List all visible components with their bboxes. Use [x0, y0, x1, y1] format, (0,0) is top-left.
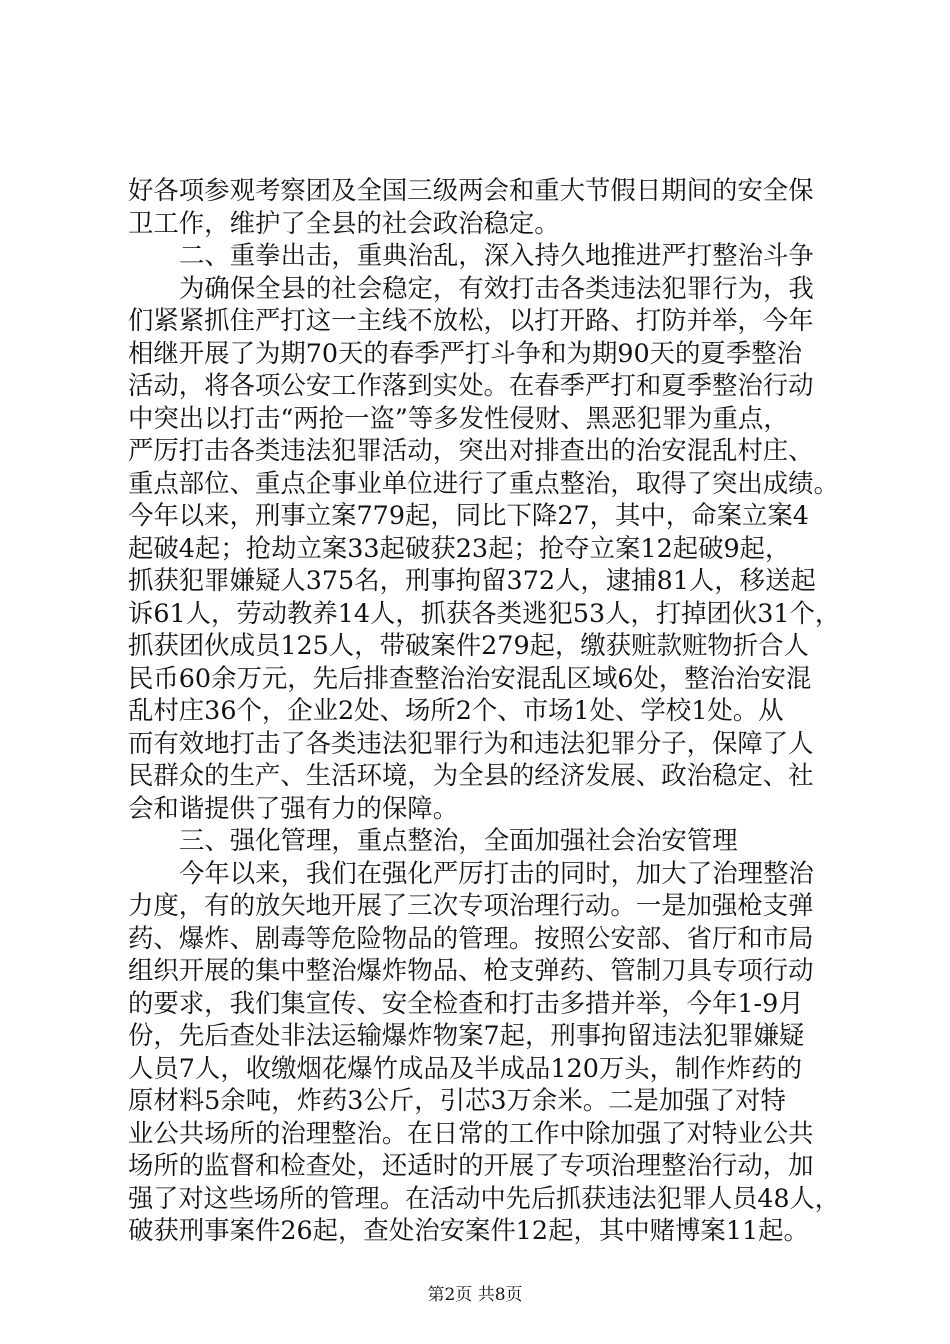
text-line: 相继开展了为期70天的春季严打斗争和为期90天的夏季整治	[128, 337, 802, 368]
text-line: 原材料5余吨，炸药3公斤，引芯3万余米。二是加强了对特	[128, 1085, 786, 1115]
text-line: 份，先后查处非法运输爆炸物案7起，刑事拘留违法犯罪嫌疑	[128, 1020, 805, 1050]
text-line: 场所的监督和检查处，还适时的开展了专项治理整治行动，加	[128, 1150, 814, 1180]
text-line: 严厉打击各类违法犯罪活动，突出对排查出的治安混乱村庄、	[128, 435, 814, 465]
text-line: 中突出以打击“两抢一盗”等多发性侵财、黑恶犯罪为重点，	[128, 402, 789, 433]
text-line: 活动，将各项公安工作落到实处。在春季严打和夏季整治行动	[128, 370, 814, 400]
text-line: 抓获团伙成员125人，带破案件279起，缴获赃款赃物折合人	[128, 630, 809, 660]
text-line: 会和谐提供了强有力的保障。	[128, 792, 459, 823]
text-line: 强了对这些场所的管理。在活动中先后抓获违法犯罪人员48人，	[128, 1182, 840, 1213]
text-line: 而有效地打击了各类违法犯罪行为和违法犯罪分子，保障了人	[128, 727, 814, 758]
document-body	[128, 174, 840, 1247]
text-line: 民群众的生产、生活环境，为全县的经济发展、政治稳定、社	[128, 760, 814, 790]
text-line: 破获刑事案件26起，查处治安案件12起，其中赌博案11起。	[128, 1215, 809, 1245]
text-line: 的要求，我们集宣传、安全检查和打击多措并举，今年1-9月	[128, 987, 804, 1018]
paragraph-first-line: 为确保全县的社会稳定，有效打击各类违法犯罪行为，我	[179, 272, 814, 303]
text-line: 卫工作，维护了全县的社会政治稳定。	[128, 207, 560, 238]
text-line: 力度，有的放矢地开展了三次专项治理行动。一是加强枪支弹	[128, 890, 814, 920]
text-line: 民币60余万元，先后排查整治治安混乱区域6处，整治治安混	[128, 662, 812, 693]
page-footer: 第2页 共8页	[427, 1285, 523, 1305]
text-line: 人员7人，收缴烟花爆竹成品及半成品120万头，制作炸药的	[128, 1052, 802, 1083]
text-line: 组织开展的集中整治爆炸物品、枪支弹药、管制刀具专项行动	[128, 955, 814, 985]
text-line: 业公共场所的治理整治。在日常的工作中除加强了对特业公共	[128, 1117, 814, 1148]
text-line: 好各项参观考察团及全国三级两会和重大节假日期间的安全保	[128, 175, 814, 205]
text-line: 抓获犯罪嫌疑人375名，刑事拘留372人，逮捕81人，移送起	[128, 565, 816, 595]
paragraph-first-line: 今年以来，我们在强化严厉打击的同时，加大了治理整治	[179, 857, 814, 888]
text-line: 今年以来，刑事立案779起，同比下降27，其中，命案立案4	[128, 500, 809, 530]
text-line: 诉61人，劳动教养14人，抓获各类逃犯53人，打掉团伙31个，	[128, 597, 841, 628]
paragraph-first-line: 三、强化管理，重点整治，全面加强社会治安管理	[179, 825, 738, 855]
text-line: 乱村庄36个，企业2处、场所2个、市场1处、学校1处。从	[128, 695, 784, 725]
text-line: 药、爆炸、剧毒等危险物品的管理。按照公安部、省厅和市局	[128, 922, 814, 953]
paragraph-first-line: 二、重拳出击，重典治乱，深入持久地推进严打整治斗争	[179, 240, 814, 270]
text-line: 重点部位、重点企事业单位进行了重点整治，取得了突出成绩。	[128, 467, 839, 498]
text-line: 们紧紧抓住严打这一主线不放松，以打开路、打防并举，今年	[128, 305, 814, 335]
text-line: 起破4起；抢劫立案33起破获23起；抢夺立案12起破9起，	[128, 532, 791, 563]
